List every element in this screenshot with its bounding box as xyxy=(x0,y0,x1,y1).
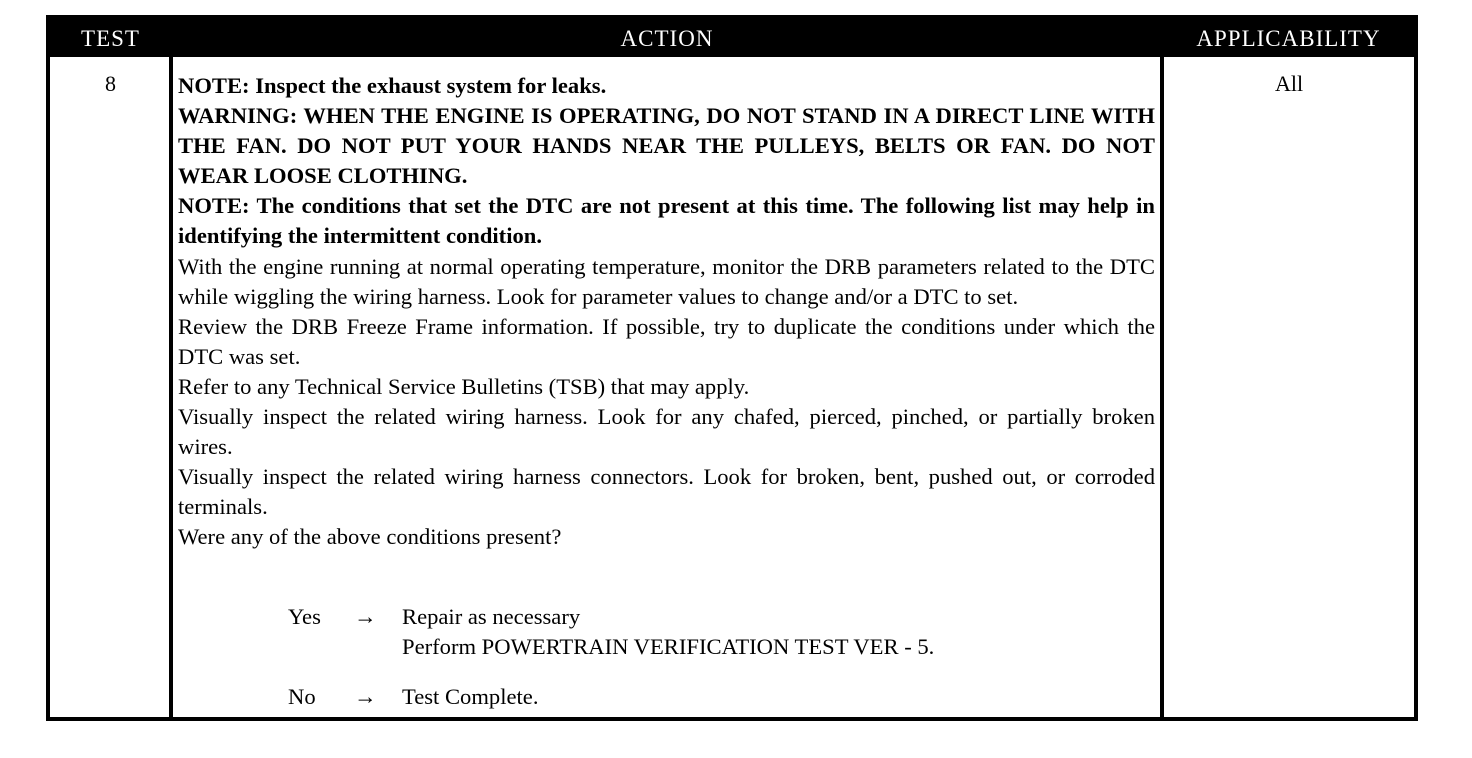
warning-fan: WARNING: WHEN THE ENGINE IS OPERATING, DO NOT STAND IN A DIRECT LINE WITH THE FAN. DO NOT PUT YOUR HANDS NEAR THE PULLEYS, BELTS OR FAN. DO NOT WEAR LOOSE CLOTHING. xyxy=(178,103,1155,189)
answer-block xyxy=(178,602,1155,712)
answer-no xyxy=(178,682,1155,712)
answer-yes-line1: Repair as necessary xyxy=(402,604,581,629)
answer-yes xyxy=(178,602,1155,682)
header-applicability: APPLICABILITY xyxy=(1196,26,1381,51)
step-freeze-frame: Review the DRB Freeze Frame information. If possible, try to duplicate the conditions under which the DTC was set. xyxy=(178,313,1155,369)
step-inspect-harness: Visually inspect the related wiring harness. Look for any chafed, pierced, pinched, or partially broken wires. xyxy=(178,404,1155,460)
arrow-icon: → xyxy=(354,604,377,629)
step-monitor-drb: With the engine running at normal operating temperature, monitor the DRB parameters related to the DTC while wiggling the wiring harness. Look for parameter values to change and/or a DTC to set. xyxy=(178,253,1155,309)
column-divider-applicability xyxy=(1160,57,1164,717)
answer-yes-label: Yes xyxy=(288,604,321,629)
action-cell xyxy=(178,71,1155,553)
applicability-value: All xyxy=(1274,71,1304,96)
answer-no-label: No xyxy=(288,684,316,709)
table-header xyxy=(50,19,1414,57)
arrow-icon: → xyxy=(354,684,377,709)
step-inspect-connectors: Visually inspect the related wiring harness connectors. Look for broken, bent, pushed out, or corroded terminals. xyxy=(178,464,1155,520)
header-action: ACTION xyxy=(620,26,714,51)
answer-yes-line2: Perform POWERTRAIN VERIFICATION TEST VER - 5. xyxy=(402,634,935,659)
test-number: 8 xyxy=(105,71,116,96)
diagnostic-test-table xyxy=(46,15,1418,721)
header-test: TEST xyxy=(81,26,140,51)
note-conditions: NOTE: The conditions that set the DTC are not present at this time. The following list may help in identifying the intermittent condition. xyxy=(178,193,1155,249)
column-divider-test xyxy=(169,57,173,717)
note-exhaust: NOTE: Inspect the exhaust system for leaks. xyxy=(178,73,607,98)
answer-no-line1: Test Complete. xyxy=(402,684,539,709)
question: Were any of the above conditions present? xyxy=(178,524,562,550)
step-tsb: Refer to any Technical Service Bulletins (TSB) that may apply. xyxy=(178,373,750,399)
